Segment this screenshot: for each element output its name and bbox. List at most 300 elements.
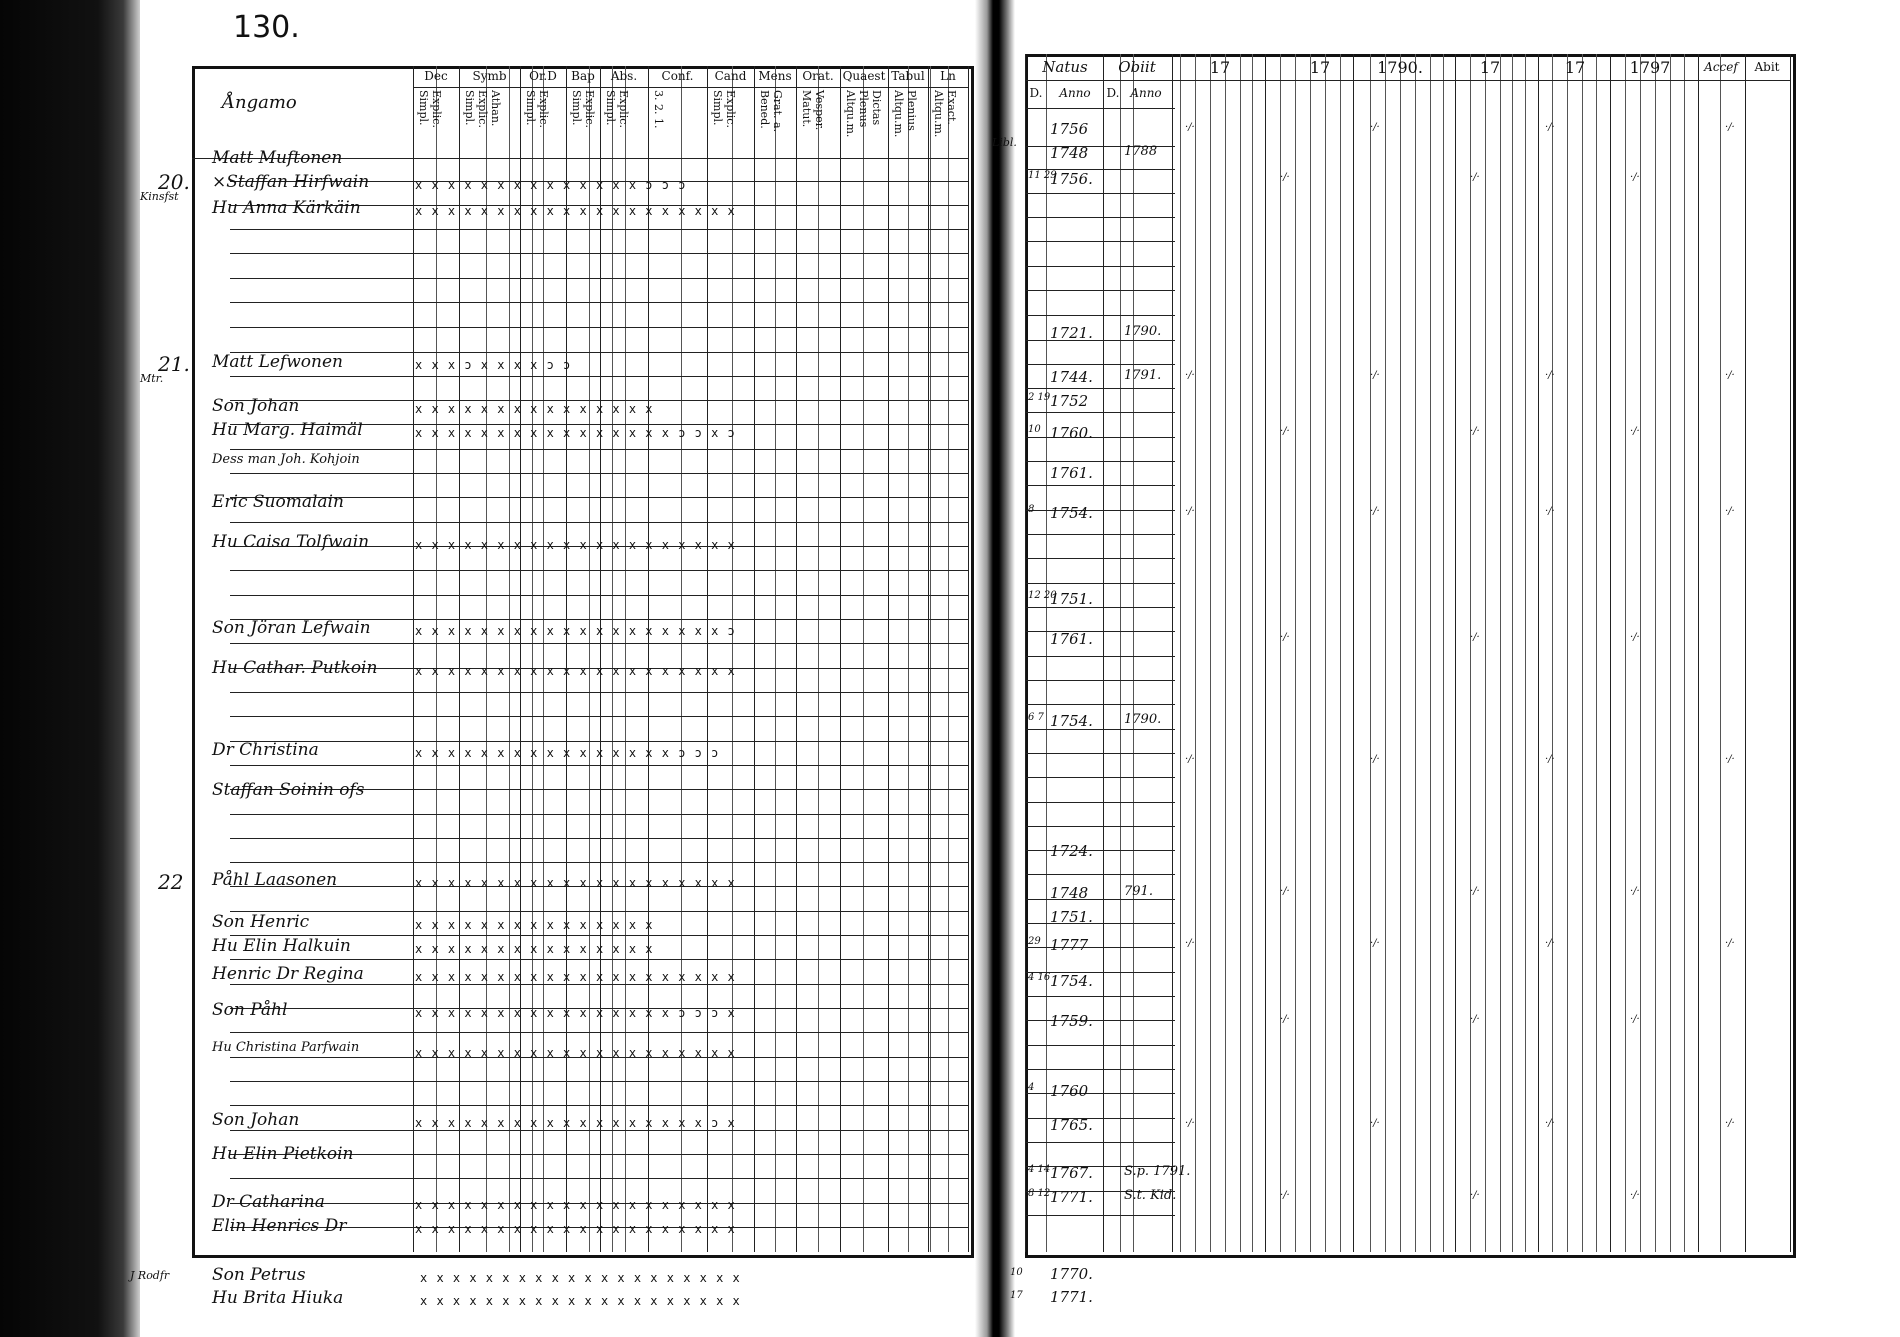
left-col-line <box>908 66 909 1252</box>
right-header-line-1 <box>1025 80 1790 81</box>
right-col-line <box>1133 54 1134 1252</box>
left-col-line <box>543 66 544 1252</box>
register-tick: ·/· <box>1280 426 1290 437</box>
entry-name: Dess man Joh. Kohjoin <box>212 452 360 467</box>
household-number: 21. <box>158 352 190 376</box>
born-year: 1754. <box>1050 972 1093 990</box>
natus-anno-header: Anno <box>1059 86 1091 100</box>
right-col-line <box>1443 54 1444 1252</box>
natus-day-header: D. <box>1029 86 1043 100</box>
entry-name: Hu Anna Kärkäin <box>212 198 361 218</box>
born-day: 4 16 <box>1028 972 1051 983</box>
left-row-line <box>230 595 968 596</box>
left-margin-note: Libl. <box>992 136 1017 149</box>
right-col-line <box>1430 54 1431 1252</box>
below-born-day: 10 <box>1010 1267 1023 1278</box>
right-row-line <box>1025 1093 1175 1094</box>
right-group-line <box>1353 54 1354 1252</box>
died-year: S.p. 1791. <box>1124 1164 1191 1179</box>
year-header-3: 17 <box>1479 58 1501 77</box>
right-row-line <box>1025 1045 1175 1046</box>
left-group-line <box>840 66 841 1252</box>
left-subheader-7: Grat. a. Bened. <box>758 90 784 133</box>
right-col-line <box>1310 54 1311 1252</box>
born-year: 1771. <box>1050 1188 1093 1206</box>
right-group-line <box>1455 54 1456 1252</box>
right-col-line <box>1180 54 1181 1252</box>
right-col-line <box>1470 54 1471 1252</box>
household-side-note: Mtr. <box>140 372 164 385</box>
entry-catechism-marks: x x x x x x x x x x x x x x x x x x ɔ x <box>415 1116 736 1130</box>
left-subheader-6: Explic. Simpl. <box>711 90 737 128</box>
born-year: 1721. <box>1050 324 1093 342</box>
register-tick: ·/· <box>1370 122 1380 133</box>
year-header-2: 1790. <box>1377 58 1423 77</box>
left-col-line <box>818 66 819 1252</box>
right-col-line <box>1525 54 1526 1252</box>
register-tick: ·/· <box>1630 1190 1640 1201</box>
entry-catechism-marks: x x x x x x x x x x x x x x x <box>415 942 654 956</box>
register-tick: ·/· <box>1545 754 1555 765</box>
right-row-line <box>1025 874 1175 875</box>
left-col-line <box>863 66 864 1252</box>
entry-name: Hu Marg. Haimäl <box>212 420 363 440</box>
born-year: 1777 <box>1050 936 1089 954</box>
left-row-line <box>230 911 968 912</box>
entry-catechism-marks: x x x x x x x x x x x x x x x x x x x x <box>415 1046 736 1060</box>
entry-catechism-marks: x x x x x x x x x x x x x x x x x x x x <box>415 538 736 552</box>
register-tick: ·/· <box>1470 886 1480 897</box>
right-row-line <box>1025 388 1175 389</box>
right-col-line <box>1625 54 1626 1252</box>
entry-catechism-marks: x x x x x x x x x x x x x x ɔ ɔ ɔ <box>415 178 687 192</box>
left-group-header-7: Mens <box>758 69 792 83</box>
register-tick: ·/· <box>1185 938 1195 949</box>
below-born-year: 1771. <box>1050 1288 1093 1306</box>
left-row-line <box>230 229 968 230</box>
book-gutter <box>975 0 1015 1337</box>
left-group-header-11: Ln <box>940 69 956 83</box>
right-row-line <box>1025 680 1175 681</box>
left-row-line <box>230 376 968 377</box>
right-row-line <box>1025 607 1175 608</box>
born-year: 1761. <box>1050 630 1093 648</box>
right-group-line <box>1698 54 1699 1252</box>
left-row-line <box>230 984 968 985</box>
register-tick: ·/· <box>1545 1118 1555 1129</box>
entry-name: ×Staffan Hirfwain <box>212 172 370 192</box>
register-tick: ·/· <box>1370 938 1380 949</box>
born-year: 1760 <box>1050 1082 1089 1100</box>
left-subheader-8: Vesper. Matut. <box>800 90 826 131</box>
entry-name: Matt Muftonen <box>212 148 343 168</box>
register-tick: ·/· <box>1470 172 1480 183</box>
born-day: 4 14 <box>1028 1164 1051 1175</box>
right-row-line <box>1025 704 1175 705</box>
left-row-line <box>230 814 968 815</box>
entry-catechism-marks: x x x x x x x x x x x x x x x x x x x x <box>415 664 736 678</box>
register-tick: ·/· <box>1725 1118 1735 1129</box>
right-row-line <box>1025 850 1175 851</box>
entry-name: Son Jöran Lefwain <box>212 618 371 638</box>
left-row-line <box>230 522 968 523</box>
left-subheader-11: Exact. Altqu.m. <box>932 90 958 138</box>
register-tick: ·/· <box>1370 506 1380 517</box>
year-header-5: 1797 <box>1629 58 1671 77</box>
abit-header: Abit <box>1754 60 1780 74</box>
right-col-line <box>1210 54 1211 1252</box>
below-entry-name: Hu Brita Hiuka <box>212 1288 344 1308</box>
entry-catechism-marks: x x x x x x x x x x x x x x x x x x x x <box>415 1198 736 1212</box>
born-year: 1748 <box>1050 884 1089 902</box>
right-col-line <box>1046 54 1047 1252</box>
entry-name: Staffan Soinin ofs <box>212 780 365 800</box>
left-name-col-line <box>413 66 414 1252</box>
right-row-line <box>1025 1069 1175 1070</box>
left-col-line <box>681 66 682 1252</box>
entry-catechism-marks: x x x x x x x x x x x x x x x x x x x x <box>415 876 736 890</box>
right-col-line <box>1400 54 1401 1252</box>
born-year: 1754. <box>1050 504 1093 522</box>
left-subheader-2: Explic. Simpl. <box>524 90 550 128</box>
left-col-line <box>775 66 776 1252</box>
born-day: 10 <box>1028 424 1041 435</box>
entry-catechism-marks: x x x x x x x x x x x x x x x x x x x x <box>415 970 736 984</box>
left-row-line <box>230 716 968 717</box>
left-angamo-header: Ångamo <box>222 92 297 113</box>
left-subheader-9: Dictas Plenus Altqu.m. <box>844 90 883 138</box>
entry-catechism-marks: x x x x x x x x x x x x x x x x x x x ɔ <box>415 624 736 638</box>
right-col-line <box>1280 54 1281 1252</box>
left-row-line <box>230 327 968 328</box>
register-tick: ·/· <box>1725 938 1735 949</box>
register-tick: ·/· <box>1470 1014 1480 1025</box>
right-row-line <box>1025 802 1175 803</box>
book-binding-shadow <box>0 0 140 1337</box>
right-row-line <box>1025 558 1175 559</box>
entry-name: Dr Christina <box>212 740 319 760</box>
left-col-line <box>486 66 487 1252</box>
register-tick: ·/· <box>1725 506 1735 517</box>
died-year: 1788 <box>1124 144 1158 159</box>
right-col-line <box>1485 54 1486 1252</box>
left-header-underline <box>413 87 968 88</box>
year-header-4: 17 <box>1564 58 1586 77</box>
left-row-line <box>230 765 968 766</box>
born-day: 8 12 <box>1028 1188 1051 1199</box>
left-row-line <box>230 449 968 450</box>
left-group-line <box>520 66 521 1252</box>
died-year: 1790. <box>1124 712 1162 727</box>
right-col-line <box>1684 54 1685 1252</box>
below-side-note: J Rodfr <box>130 1269 170 1282</box>
entry-catechism-marks: x x x ɔ x x x x ɔ ɔ <box>415 358 572 372</box>
entry-name: Matt Lefwonen <box>212 352 343 372</box>
left-col-line <box>948 66 949 1252</box>
right-col-line <box>1195 54 1196 1252</box>
left-col-line <box>589 66 590 1252</box>
obiit-header: Obiit <box>1118 58 1156 76</box>
entry-name: Son Henric <box>212 912 310 932</box>
left-row-line <box>230 1130 968 1131</box>
household-number: 20. <box>158 170 190 194</box>
right-row-line <box>1025 340 1175 341</box>
register-tick: ·/· <box>1545 370 1555 381</box>
right-col-line <box>1567 54 1568 1252</box>
left-group-line <box>600 66 601 1252</box>
right-col-line <box>1640 54 1641 1252</box>
left-group-header-2: Or.D <box>529 69 557 83</box>
left-group-line <box>707 66 708 1252</box>
entry-catechism-marks: x x x x x x x x x x x x x x x x x x x x <box>415 1222 736 1236</box>
right-col-line <box>1385 54 1386 1252</box>
right-row-line <box>1025 461 1175 462</box>
left-col-line <box>930 66 931 1252</box>
register-tick: ·/· <box>1370 754 1380 765</box>
right-row-line <box>1025 1215 1175 1216</box>
born-year: 1756. <box>1050 170 1093 188</box>
entry-catechism-marks: x x x x x x x x x x x x x x x x ɔ ɔ x ɔ <box>415 426 736 440</box>
right-header-line-2 <box>1025 108 1175 109</box>
left-col-line <box>532 66 533 1252</box>
entry-name: Hu Caisa Tolfwain <box>212 532 370 552</box>
born-year: 1761. <box>1050 464 1093 482</box>
year-header-1: 17 <box>1309 58 1331 77</box>
right-row-line <box>1025 290 1175 291</box>
entry-catechism-marks: x x x x x x x x x x x x x x x <box>415 918 654 932</box>
entry-name: Hu Elin Halkuin <box>212 936 351 956</box>
right-row-line <box>1025 729 1175 730</box>
right-col-line <box>1512 54 1513 1252</box>
right-group-line <box>1265 54 1266 1252</box>
year-header-0: 17 <box>1209 58 1231 77</box>
born-year: 1751. <box>1050 908 1093 926</box>
born-year: 1759. <box>1050 1012 1093 1030</box>
right-row-line <box>1025 1118 1175 1119</box>
right-col-line <box>1370 54 1371 1252</box>
register-tick: ·/· <box>1185 506 1195 517</box>
left-group-line <box>648 66 649 1252</box>
born-year: 1767. <box>1050 1164 1093 1182</box>
born-year: 1756 <box>1050 120 1089 138</box>
left-group-header-9: Quaest <box>842 69 886 83</box>
right-col-line <box>1670 54 1671 1252</box>
left-col-line <box>612 66 613 1252</box>
left-row-line <box>230 692 968 693</box>
right-row-line <box>1025 656 1175 657</box>
register-tick: ·/· <box>1630 886 1640 897</box>
born-day: 12 20 <box>1028 590 1057 601</box>
entry-name: Hu Elin Pietkoin <box>212 1144 354 1164</box>
left-col-line <box>732 66 733 1252</box>
left-row-line <box>230 959 968 960</box>
right-row-line <box>1025 753 1175 754</box>
left-group-line <box>566 66 567 1252</box>
below-entry-marks: x x x x x x x x x x x x x x x x x x x x <box>420 1294 741 1308</box>
left-group-header-4: Abs. <box>610 69 638 83</box>
entry-name: Elin Henrics Dr <box>212 1216 347 1236</box>
register-tick: ·/· <box>1370 370 1380 381</box>
right-group-line <box>1025 54 1026 1252</box>
below-born-day: 17 <box>1010 1290 1023 1301</box>
died-year: 1791. <box>1124 368 1162 383</box>
right-row-line <box>1025 315 1175 316</box>
left-subheader-3: Explic. Simpl. <box>570 90 596 128</box>
left-row-line <box>230 1081 968 1082</box>
left-group-line <box>459 66 460 1252</box>
right-group-line <box>1610 54 1611 1252</box>
left-row-line <box>230 570 968 571</box>
right-group-line <box>1790 54 1791 1252</box>
register-tick: ·/· <box>1725 754 1735 765</box>
entry-name: Henric Dr Regina <box>212 964 364 984</box>
born-day: 2 19 <box>1028 392 1051 403</box>
right-row-line <box>1025 534 1175 535</box>
right-row-line <box>1025 437 1175 438</box>
left-row-line <box>230 1032 968 1033</box>
born-day: 11 29 <box>1028 170 1057 181</box>
right-group-line <box>1745 54 1746 1252</box>
register-tick: ·/· <box>1545 506 1555 517</box>
left-row-line <box>230 278 968 279</box>
right-col-line <box>1225 54 1226 1252</box>
born-year: 1754. <box>1050 712 1093 730</box>
right-col-line <box>1240 54 1241 1252</box>
right-group-line <box>1103 54 1104 1252</box>
entry-catechism-marks: x x x x x x x x x x x x x x x x x x x x <box>415 204 736 218</box>
right-row-line <box>1025 510 1175 511</box>
right-col-line <box>1720 54 1721 1252</box>
left-group-header-0: Dec <box>424 69 448 83</box>
right-row-line <box>1025 826 1175 827</box>
left-group-header-3: Bap <box>571 69 595 83</box>
right-col-line <box>1325 54 1326 1252</box>
register-tick: ·/· <box>1630 632 1640 643</box>
right-col-line <box>1582 54 1583 1252</box>
register-tick: ·/· <box>1280 632 1290 643</box>
born-year: 1724. <box>1050 842 1093 860</box>
household-number: 22 <box>158 870 184 894</box>
born-day: 8 <box>1028 504 1035 515</box>
right-group-line <box>1172 54 1173 1252</box>
register-tick: ·/· <box>1545 938 1555 949</box>
right-row-line <box>1025 193 1175 194</box>
entry-name: Eric Suomalain <box>212 492 344 512</box>
right-row-line <box>1025 241 1175 242</box>
left-group-header-8: Orat. <box>802 69 834 83</box>
register-tick: ·/· <box>1470 426 1480 437</box>
register-tick: ·/· <box>1545 122 1555 133</box>
left-subheader-0: Explic. Simpl. <box>417 90 443 128</box>
left-subheader-4: Explic. Simpl. <box>604 90 630 128</box>
left-subheader-10: Plenius Altqu.m. <box>892 90 918 138</box>
entry-name: Son Johan <box>212 1110 300 1130</box>
register-tick: ·/· <box>1370 1118 1380 1129</box>
entry-catechism-marks: x x x x x x x x x x x x x x x x ɔ ɔ ɔ <box>415 746 720 760</box>
page-number: 130. <box>233 10 300 45</box>
born-year: 1765. <box>1050 1116 1093 1134</box>
left-col-line <box>509 66 510 1252</box>
right-row-line <box>1025 777 1175 778</box>
register-tick: ·/· <box>1470 1190 1480 1201</box>
below-entry-marks: x x x x x x x x x x x x x x x x x x x x <box>420 1271 741 1285</box>
died-year: 791. <box>1124 884 1153 899</box>
below-born-year: 1770. <box>1050 1265 1093 1283</box>
register-tick: ·/· <box>1630 426 1640 437</box>
register-tick: ·/· <box>1725 370 1735 381</box>
born-day: 4 <box>1028 1082 1035 1093</box>
right-row-line <box>1025 947 1175 948</box>
right-group-line <box>1538 54 1539 1252</box>
register-tick: ·/· <box>1280 1190 1290 1201</box>
born-year: 1744. <box>1050 368 1093 386</box>
left-group-line <box>928 66 929 1252</box>
left-row-line <box>230 643 968 644</box>
right-row-line <box>1025 364 1175 365</box>
obiit-day-header: D. <box>1106 86 1120 100</box>
right-row-line <box>1025 485 1175 486</box>
below-entry-name: Son Petrus <box>212 1265 306 1285</box>
register-tick: ·/· <box>1470 632 1480 643</box>
left-group-header-5: Conf. <box>661 69 694 83</box>
born-year: 1751. <box>1050 590 1093 608</box>
household-side-note: Kinsfst <box>140 190 179 203</box>
register-tick: ·/· <box>1185 1118 1195 1129</box>
register-tick: ·/· <box>1630 1014 1640 1025</box>
entry-name: Son Påhl <box>212 1000 288 1020</box>
register-tick: ·/· <box>1725 122 1735 133</box>
right-col-line <box>1500 54 1501 1252</box>
right-row-line <box>1025 631 1175 632</box>
entry-name: Dr Catharina <box>212 1192 325 1212</box>
right-row-line <box>1025 412 1175 413</box>
right-row-line <box>1025 1020 1175 1021</box>
right-row-line <box>1025 996 1175 997</box>
born-day: 29 <box>1028 936 1041 947</box>
register-tick: ·/· <box>1280 172 1290 183</box>
left-subheader-1: Athan. Explic. Simpl. <box>463 90 502 128</box>
register-tick: ·/· <box>1185 754 1195 765</box>
left-group-line <box>754 66 755 1252</box>
right-col-line <box>1295 54 1296 1252</box>
left-row-line <box>230 1178 968 1179</box>
right-col-line <box>1655 54 1656 1252</box>
left-row-line <box>230 838 968 839</box>
register-tick: ·/· <box>1280 886 1290 897</box>
right-row-line <box>1025 266 1175 267</box>
entry-catechism-marks: x x x x x x x x x x x x x x x <box>415 402 654 416</box>
left-group-header-10: Tabul <box>891 69 925 83</box>
right-col-line <box>1120 54 1121 1252</box>
right-col-line <box>1340 54 1341 1252</box>
left-row-line <box>230 741 968 742</box>
entry-name: Hu Cathar. Putkoin <box>212 658 378 678</box>
left-row-line <box>230 473 968 474</box>
register-tick: ·/· <box>1630 172 1640 183</box>
left-subheader-5: 3. 2. 1. <box>652 90 665 129</box>
register-tick: ·/· <box>1185 370 1195 381</box>
accef-header: Accef <box>1704 60 1738 74</box>
register-tick: ·/· <box>1185 122 1195 133</box>
obiit-anno-header: Anno <box>1130 86 1162 100</box>
left-row-line <box>230 253 968 254</box>
right-col-line <box>1552 54 1553 1252</box>
born-year: 1760. <box>1050 424 1093 442</box>
died-year: 1790. <box>1124 324 1162 339</box>
left-group-line <box>888 66 889 1252</box>
natus-header: Natus <box>1042 58 1088 76</box>
born-day: 6 7 <box>1028 712 1044 723</box>
